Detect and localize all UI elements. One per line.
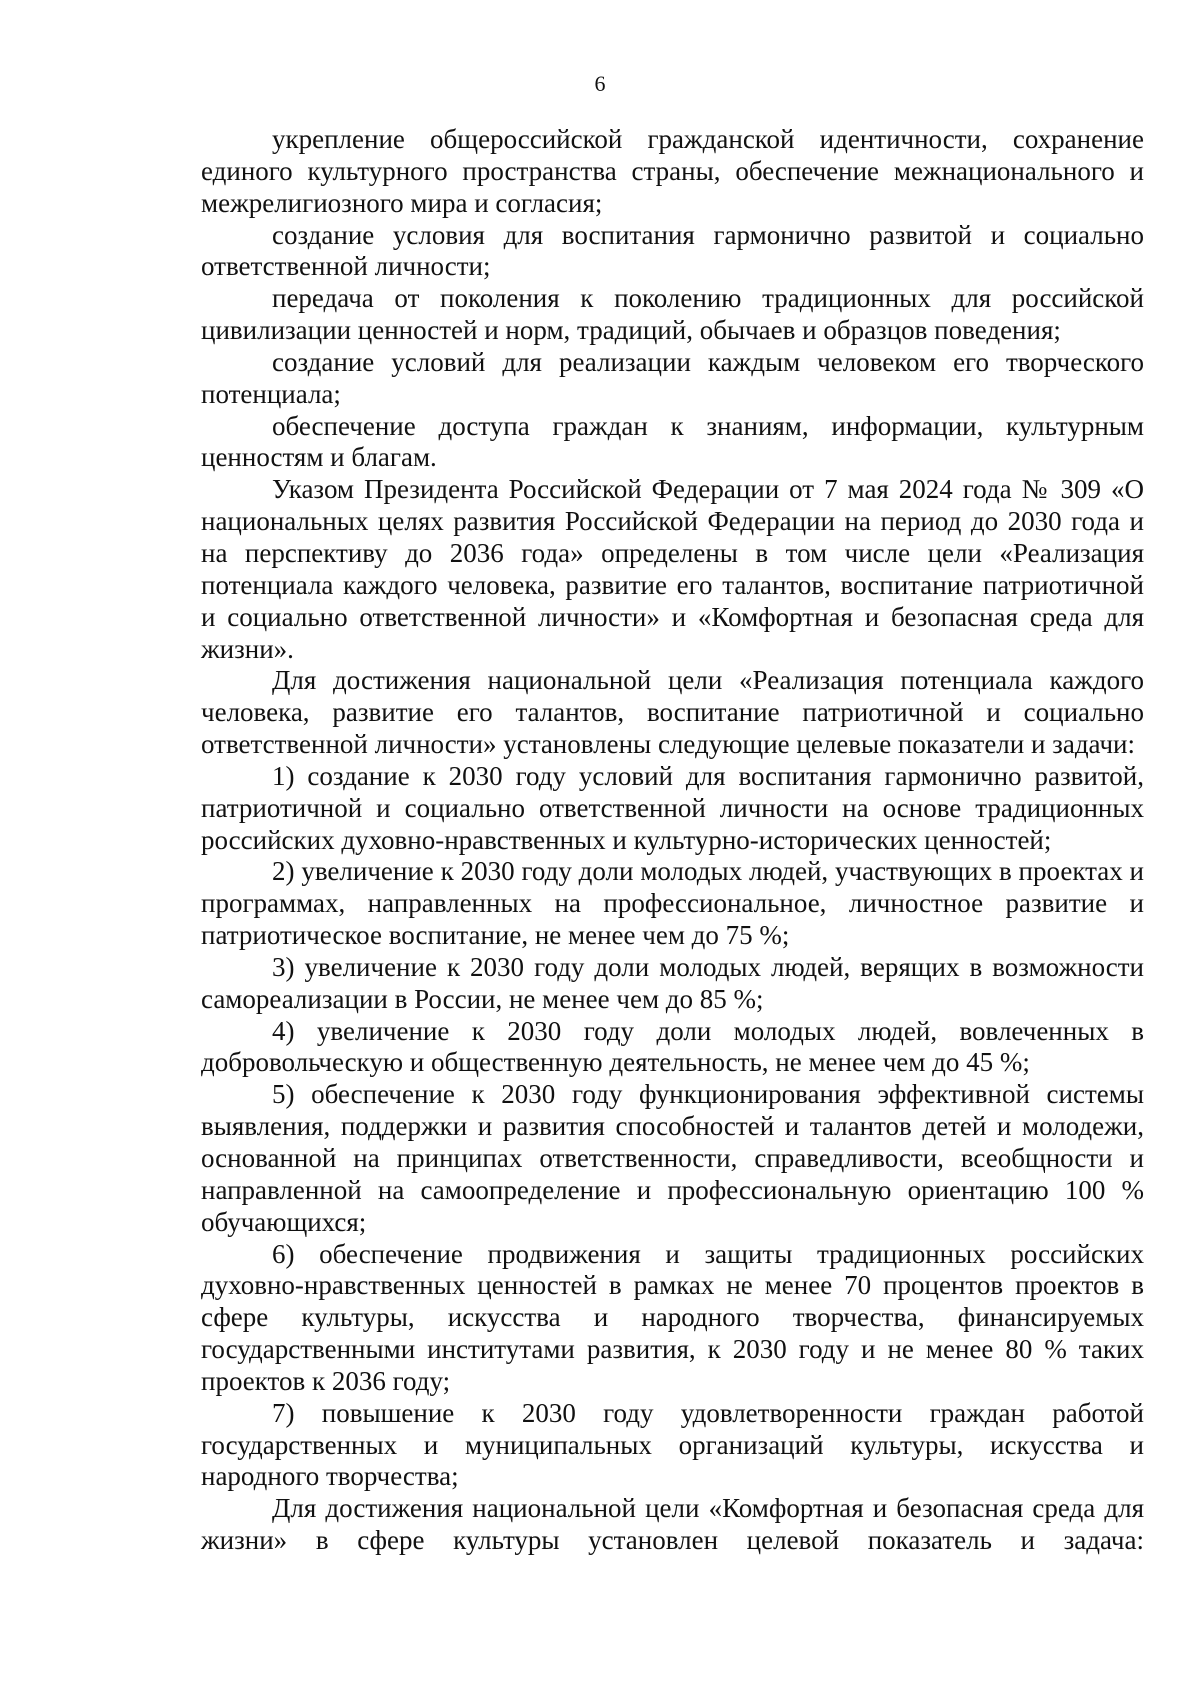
- paragraph-goal-comfort-intro: Для достижения национальной цели «Комфортная и безопасная среда для жизни» в сфере культуры установлен целевой показатель и задача:: [201, 1493, 1144, 1556]
- document-body: [201, 124, 1144, 1557]
- list-item-6: 6) обеспечение продвижения и защиты традиционных российских духовно-нравственных ценностей в рамках не менее 70 процентов проектов в сфере культуры, искусства и народного творчества, финансируемых государственными институтами развития, к 2030 году и не менее 80 % таких проектов к 2036 году;: [201, 1238, 1144, 1396]
- paragraph-identity: укрепление общероссийской гражданской идентичности, сохранение единого культурного пространства страны, обеспечение межнационального и межрелигиозного мира и согласия;: [201, 124, 1144, 218]
- paragraph-traditions-transfer: передача от поколения к поколению традиционных для российской цивилизации ценностей и норм, традиций, обычаев и образцов поведения;: [201, 283, 1144, 346]
- paragraph-upbringing-conditions: создание условия для воспитания гармонично развитой и социально ответственной личности;: [201, 219, 1144, 282]
- list-item-1: 1) создание к 2030 году условий для воспитания гармонично развитой, патриотичной и социально ответственной личности на основе традиционных российских духовно-нравственных и культурно-исторических ценностей;: [201, 760, 1144, 855]
- list-item-5: 5) обеспечение к 2030 году функционирования эффективной системы выявления, поддержки и развития способностей и талантов детей и молодежи, основанной на принципах ответственности, справедливости, всеобщности и направленной на самоопределение и профессиональную ориентацию 100 % обучающихся;: [201, 1079, 1144, 1237]
- paragraph-goal-potential-intro: Для достижения национальной цели «Реализация потенциала каждого человека, развитие его талантов, воспитание патриотичной и социально ответственной личности» установлены следующие целевые показатели и задачи:: [201, 665, 1144, 760]
- paragraph-access-to-knowledge: обеспечение доступа граждан к знаниям, информации, культурным ценностям и благам.: [201, 410, 1144, 473]
- list-item-4: 4) увеличение к 2030 году доли молодых людей, вовлеченных в добровольческую и общественную деятельность, не менее чем до 45 %;: [201, 1015, 1144, 1078]
- paragraph-presidential-decree: Указом Президента Российской Федерации от 7 мая 2024 года № 309 «О национальных целях развития Российской Федерации на период до 2030 года и на перспективу до 2036 года» определены в том числе цели «Реализация потенциала каждого человека, развитие его талантов, воспитание патриотичной и социально ответственной личности» и «Комфортная и безопасная среда для жизни».: [201, 474, 1144, 664]
- list-item-7: 7) повышение к 2030 году удовлетворенности граждан работой государственных и муниципальных организаций культуры, искусства и народного творчества;: [201, 1397, 1144, 1492]
- page-number: 6: [594, 71, 606, 96]
- list-item-3: 3) увеличение к 2030 году доли молодых людей, верящих в возможности самореализации в России, не менее чем до 85 %;: [201, 951, 1144, 1014]
- list-item-2: 2) увеличение к 2030 году доли молодых людей, участвующих в проектах и программах, направленных на профессиональное, личностное развитие и патриотическое воспитание, не менее чем до 75 %;: [201, 856, 1144, 951]
- paragraph-creative-potential: создание условий для реализации каждым человеком его творческого потенциала;: [201, 346, 1144, 409]
